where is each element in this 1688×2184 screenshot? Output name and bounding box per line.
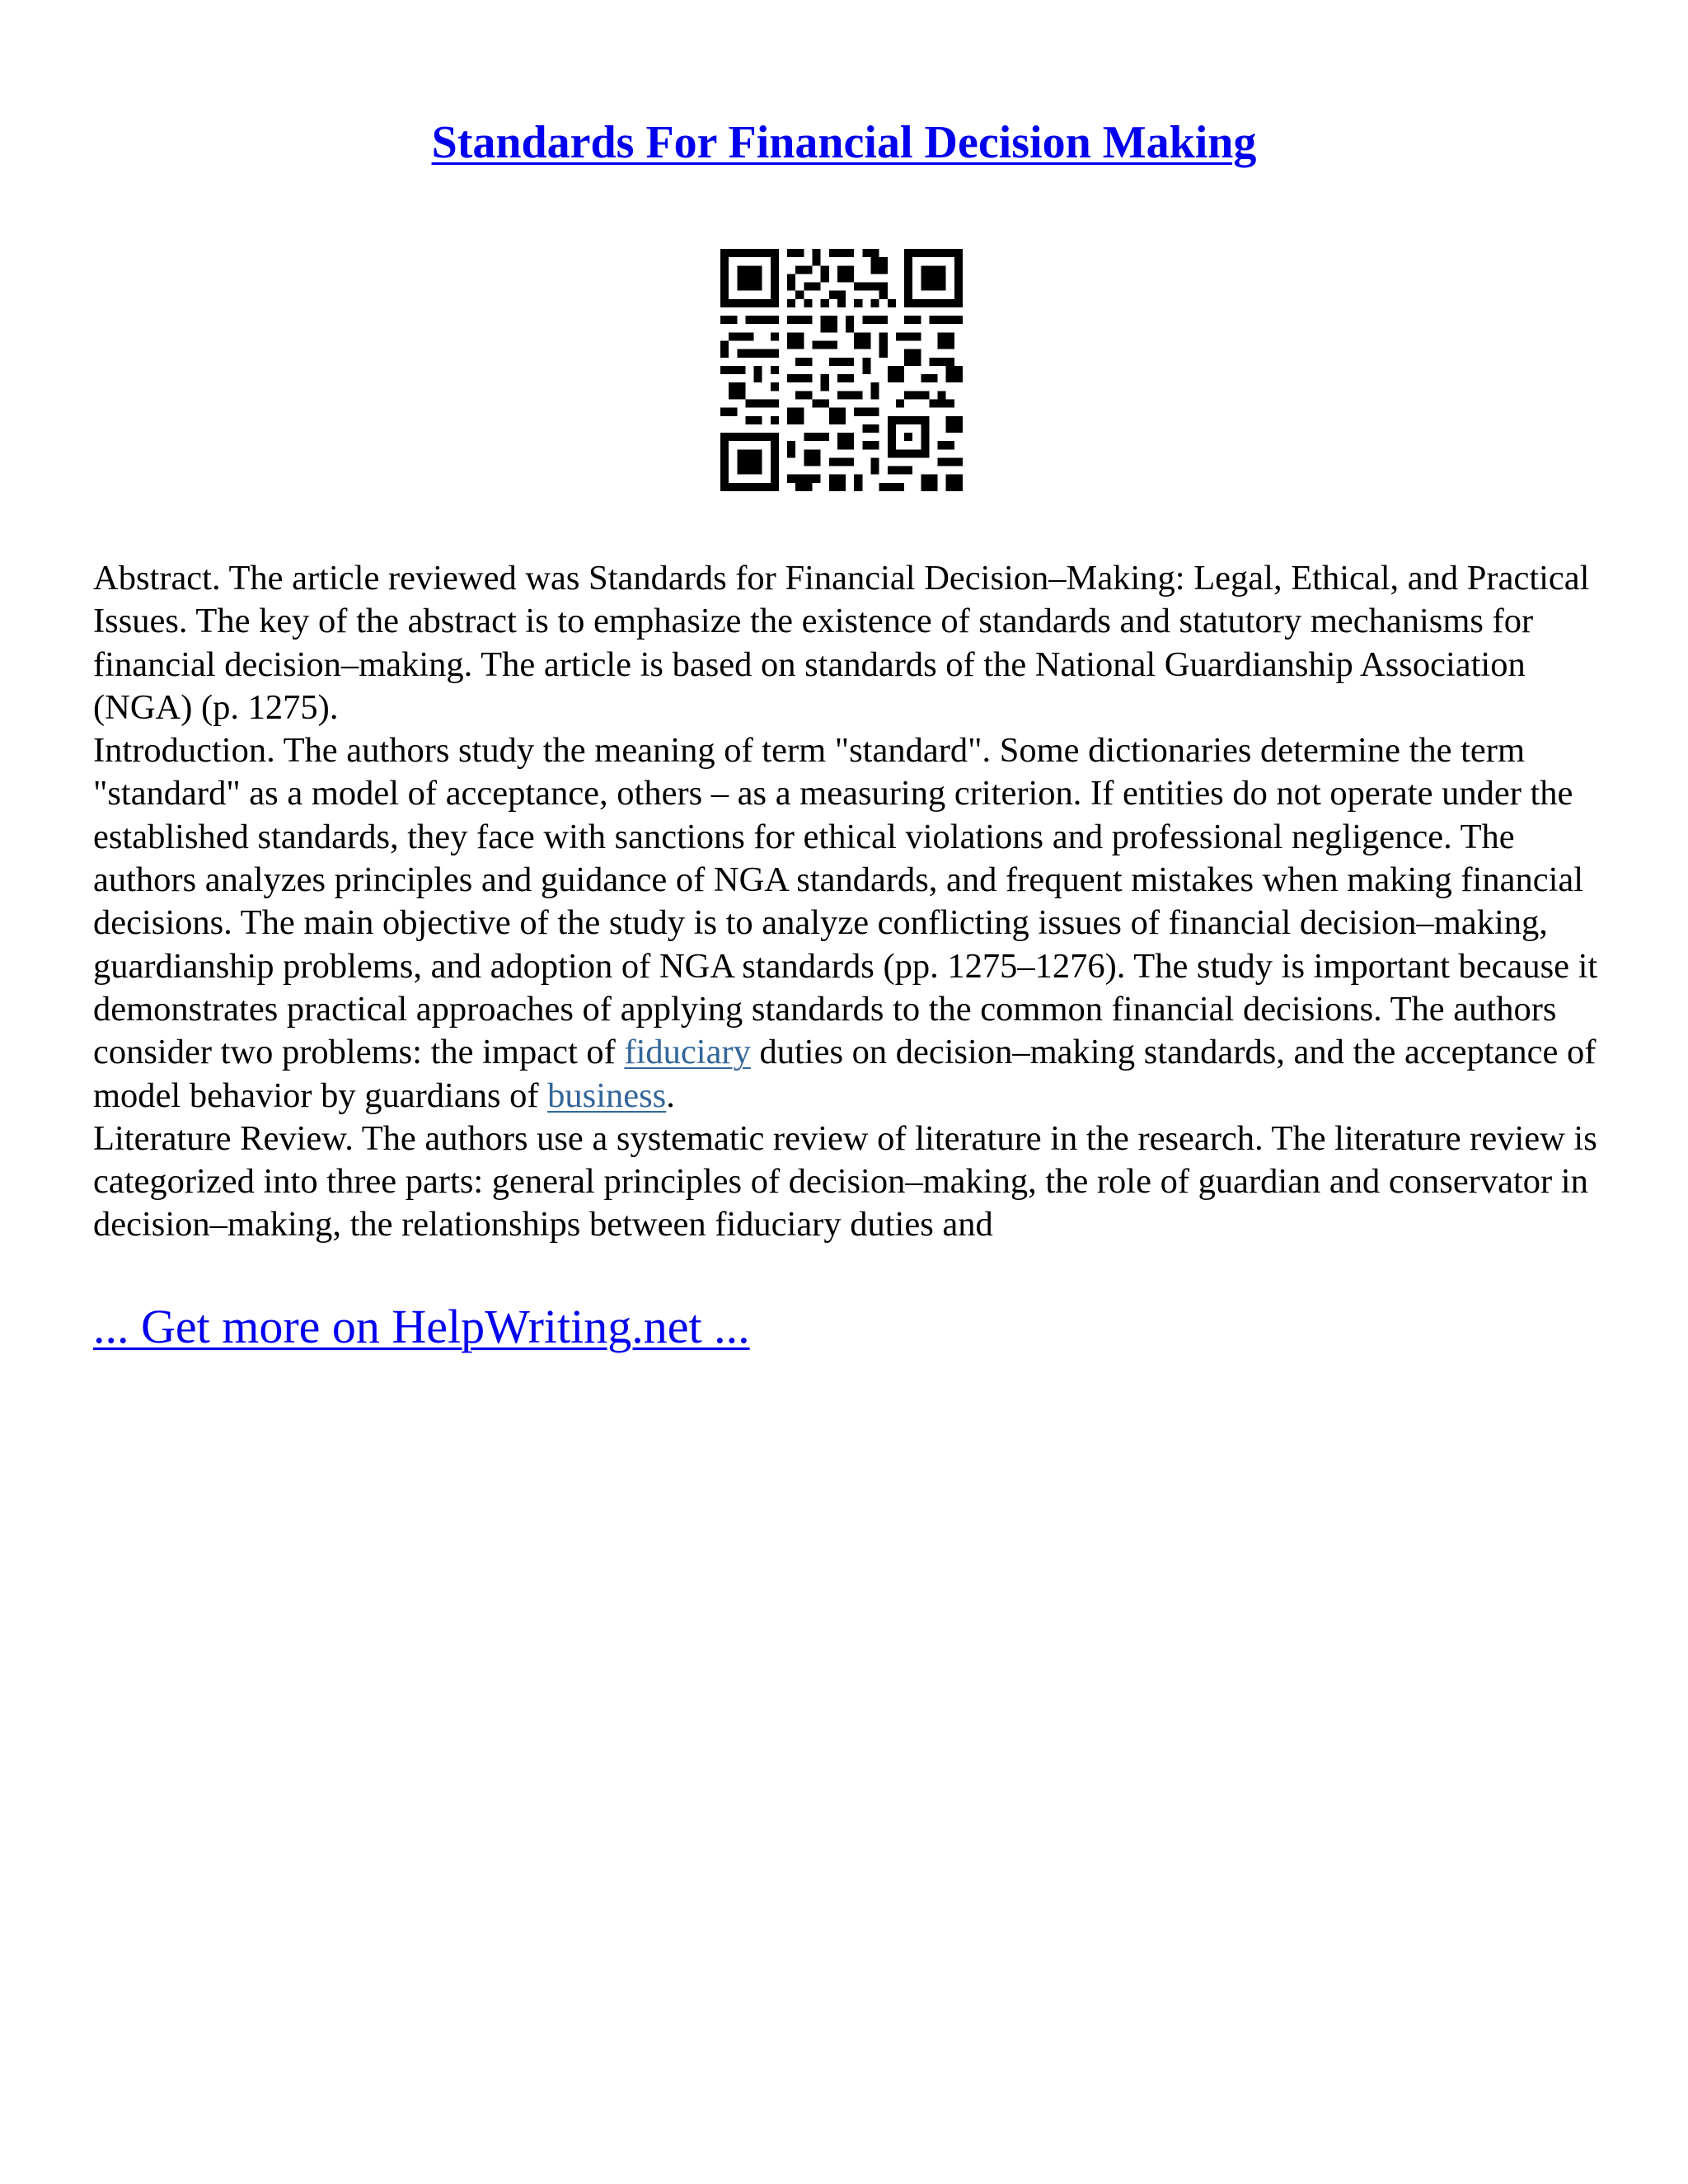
title-link[interactable]: Standards For Financial Decision Making	[431, 117, 1257, 168]
intro-text-1: Introduction. The authors study the meaning of term "standard". Some dictionaries determine the term "standard" as a model of acceptance, others – as a measuring criterion. If entities do not operate under the established standards, they face with sanctions for ethical violations and professional negligence. The authors analyzes principles and guidance of NGA standards, and frequent mistakes when making financial decisions. The main objective of the study is to analyze conflicting issues of financial decision–making, guardianship problems, and adoption of NGA standards (pp. 1275–1276). The study is important because it demonstrates practical approaches of applying standards to the common financial decisions. The authors consider two problems: the impact of	[93, 731, 1598, 1072]
fiduciary-link[interactable]: fiduciary	[624, 1033, 751, 1072]
literature-review-paragraph: Literature Review. The authors use a systematic review of literature in the research. The literature review is categorized into three parts: general principles of decision–making, the role of guardian and conservator in decision–making, the relationships between fiduciary duties and	[93, 1118, 1597, 1244]
page-title	[0, 114, 1688, 171]
get-more-link[interactable]: ... Get more on HelpWriting.net ...	[93, 1300, 750, 1353]
abstract-paragraph: Abstract. The article reviewed was Standards for Financial Decision–Making: Legal, Ethical, and Practical Issues. The key of the abstract is to emphasize the existence of standards and statutory mechanisms for financial decision–making. The article is based on standards of the National Guardianship Association (NGA) (p. 1275).	[93, 559, 1590, 727]
introduction-paragraph	[93, 729, 1601, 1118]
business-link[interactable]: business	[547, 1076, 667, 1115]
intro-text-3: .	[666, 1076, 675, 1115]
article-body	[93, 557, 1601, 1247]
qr-code-icon	[720, 249, 963, 491]
get-more-container	[93, 1298, 750, 1356]
intro-text-2: duties on decision–making standards, and the acceptance of model behavior by guardians of	[93, 1033, 1597, 1115]
